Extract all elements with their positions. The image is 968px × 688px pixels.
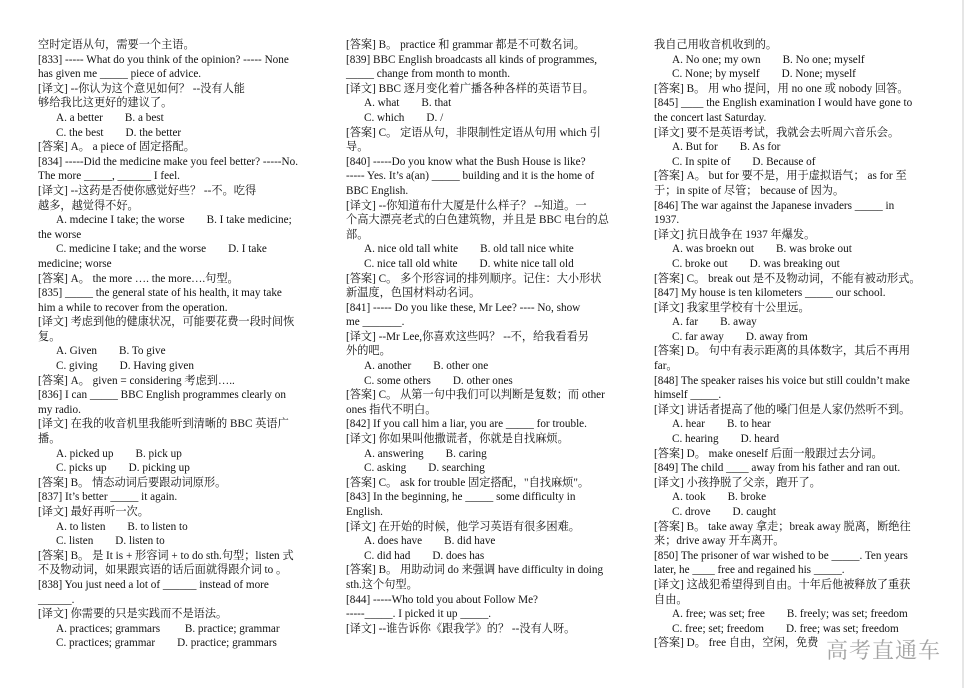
- text-line: [839] BBC English broadcasts all kinds of programmes,: [346, 53, 598, 66]
- text-line: [答案] A。 a piece of 固定搭配。: [38, 141, 195, 154]
- option-b: D. I take: [228, 243, 267, 256]
- text-line: 1937.: [654, 214, 680, 227]
- option-b: D. does has: [432, 549, 485, 562]
- text-line: [译文] --你知道布什大厦是什么样子？ --知道。一: [346, 199, 587, 212]
- text-line: [译文] 在开始的时候，他学习英语有很多困难。: [346, 520, 580, 533]
- option-line: [38, 213, 334, 228]
- option-a: A. mdecine I take; the worse: [56, 214, 185, 227]
- option-a: C. far away: [672, 330, 724, 343]
- text-line: himself _____.: [654, 389, 722, 402]
- option-b: D. heard: [740, 433, 780, 446]
- option-b: B. freely; was set; freedom: [786, 608, 908, 621]
- text-line: 空时定语从句，需要一个主语。: [38, 39, 195, 51]
- text-line: 于；in spite of 尽管； because of 因为。: [654, 184, 845, 197]
- text-line: [838] You just need a lot of ______ instead of more: [38, 578, 269, 591]
- text-line: ______.: [38, 593, 75, 606]
- option-line: [346, 461, 642, 476]
- option-line: [654, 257, 946, 272]
- option-line: [346, 111, 642, 126]
- option-b: B. that: [421, 97, 452, 110]
- option-b: D. practice; grammars: [177, 637, 277, 650]
- text-line: 够给我比这更好的建议了。: [38, 97, 173, 110]
- text-line: ----- Yes. It’s a(an) _____ building and it is the home of: [346, 170, 595, 183]
- column-1: [38, 38, 334, 651]
- text-line: BBC English.: [346, 184, 409, 197]
- option-line: [38, 461, 334, 476]
- option-line: [654, 490, 946, 505]
- option-a: A. to listen: [56, 520, 106, 533]
- text-line: [841] ----- Do you like these, Mr Lee? ---- No, show: [346, 301, 581, 314]
- option-line: [654, 417, 946, 432]
- option-a: C. did had: [364, 549, 411, 562]
- option-line: [346, 359, 642, 374]
- text-line: [答案] C。 break out 是不及物动词，不能有被动形式。: [654, 272, 921, 285]
- text-line: [答案] B。 practice 和 grammar 都是不可数名词。: [346, 39, 585, 51]
- option-line: [346, 534, 642, 549]
- option-line: [38, 359, 334, 374]
- text-line: [答案] A。 but for 要不是，用于虚拟语气； as for 至: [654, 170, 907, 183]
- text-line: [836] I can _____ BBC English programmes clearly on: [38, 389, 286, 402]
- text-line: [答案] B。 用助动词 do 来强调 have difficulty in doing: [346, 564, 604, 577]
- option-b: D. the better: [125, 126, 182, 139]
- text-line: 部。: [346, 228, 369, 241]
- option-b: B. pick up: [135, 447, 182, 460]
- option-a: C. nice tall old white: [364, 257, 458, 270]
- option-b: D. Because of: [752, 155, 816, 168]
- text-line: my radio.: [38, 403, 81, 416]
- option-a: C. practices; grammar: [56, 637, 156, 650]
- option-b: D. white nice tall old: [479, 257, 574, 270]
- option-line: [38, 344, 334, 359]
- option-a: C. medicine I take; and the worse: [56, 243, 207, 256]
- text-line: 个高大漂亮老式的白色建筑物，并且是 BBC 电台的总: [346, 214, 609, 227]
- option-b: D. searching: [428, 462, 485, 475]
- text-line: medicine; worse: [38, 257, 112, 270]
- option-b: B. practice; grammar: [182, 622, 280, 635]
- text-line: later, he ____ free and regained his _____.: [654, 564, 845, 577]
- text-line: him a while to recover from the operation.: [38, 301, 228, 314]
- option-line: [346, 242, 642, 257]
- option-line: [654, 140, 946, 155]
- text-line: 复。: [38, 330, 61, 343]
- option-line: [346, 374, 642, 389]
- option-a: C. asking: [364, 462, 407, 475]
- text-line: [答案] A。 the more …. the more….句型。: [38, 272, 239, 285]
- option-a: C. free; set; freedom: [672, 622, 764, 635]
- option-a: A. another: [364, 360, 412, 373]
- option-line: [654, 505, 946, 520]
- text-line: [译文] --这药是否使你感觉好些？ --不。吃得: [38, 184, 257, 197]
- option-line: [654, 53, 946, 68]
- option-a: A. was broekn out: [672, 243, 755, 256]
- text-line: -----_____. I picked it up _____.: [346, 608, 492, 621]
- option-line: [654, 155, 946, 170]
- text-line: English.: [346, 506, 383, 518]
- option-b: B. to listen to: [127, 520, 188, 533]
- option-b: B. caring: [445, 447, 487, 460]
- option-b: B. I take medicine;: [206, 214, 292, 227]
- option-a: A. answering: [364, 447, 424, 460]
- text-line: 自由。: [654, 593, 688, 606]
- text-line: [847] My house is ten kilometers _____ our school.: [654, 287, 886, 300]
- text-line: [答案] B。 是 It is + 形容词 + to do sth.句型；listen 式: [38, 549, 294, 562]
- option-a: C. some others: [364, 374, 431, 387]
- option-a: C. giving: [56, 360, 98, 373]
- option-a: A. a better: [56, 111, 103, 124]
- watermark-logo: 高考直通车: [826, 639, 942, 664]
- option-a: A. what: [364, 97, 400, 110]
- text-line: [答案] C。 多个形容词的排列顺序。记住：大小形状: [346, 272, 602, 285]
- option-b: D. /: [426, 111, 444, 124]
- text-line: 我自己用收音机收到的。: [654, 39, 778, 51]
- text-line: [848] The speaker raises his voice but still couldn’t make: [654, 374, 910, 387]
- text-line: sth.这个句型。: [346, 578, 418, 591]
- page-edge: [962, 0, 964, 688]
- option-a: A. far: [672, 316, 699, 329]
- option-line: [346, 96, 642, 111]
- text-line: The more _____, ______ I feel.: [38, 170, 180, 183]
- text-line: ones 指代不明白。: [346, 403, 437, 416]
- option-a: A. But for: [672, 141, 718, 154]
- option-line: [654, 330, 946, 345]
- option-b: B. a best: [124, 111, 164, 124]
- text-line: [答案] D。 make oneself 后面一般跟过去分词。: [654, 447, 883, 460]
- option-a: A. Given: [56, 345, 98, 358]
- option-b: D. caught: [732, 506, 777, 518]
- option-line: [346, 447, 642, 462]
- text-line: [译文] BBC 逐月变化着广播各种各样的英语节目。: [346, 82, 594, 95]
- text-line: [840] -----Do you know what the Bush House is like?: [346, 155, 586, 168]
- option-a: C. In spite of: [672, 155, 731, 168]
- text-line: [译文] 你如果叫他撒谎者，你就是自找麻烦。: [346, 433, 569, 446]
- text-line: 越多，越觉得不好。: [38, 199, 139, 212]
- text-line: [译文] 最好再听一次。: [38, 506, 149, 518]
- text-line: 不及物动词，如果跟宾语的话后面就得跟介词 to 。: [38, 564, 288, 577]
- text-line: [译文] 抗日战争在 1937 年爆发。: [654, 228, 816, 241]
- option-line: [654, 432, 946, 447]
- option-a: A. No one; my own: [672, 53, 761, 66]
- option-b: B. away: [720, 316, 757, 329]
- text-line: 导。: [346, 141, 369, 154]
- option-a: A. nice old tall white: [364, 243, 459, 256]
- text-line: [答案] A。 given = considering 考虑到…..: [38, 374, 235, 387]
- option-line: [38, 622, 334, 637]
- text-line: [837] It’s better _____ it again.: [38, 491, 178, 504]
- text-line: [译文] 你需要的只是实践而不是语法。: [38, 608, 228, 621]
- option-line: [346, 549, 642, 564]
- column-2: [346, 38, 642, 636]
- option-line: [38, 242, 334, 257]
- option-a: C. listen: [56, 535, 94, 548]
- option-a: A. picked up: [56, 447, 114, 460]
- text-line: [答案] C。 ask for trouble 固定搭配，"自找麻烦"。: [346, 476, 590, 489]
- text-line: [答案] C。 定语从句，非限制性定语从句用 which 引: [346, 126, 601, 139]
- option-b: B. broke: [727, 491, 767, 504]
- option-line: [654, 315, 946, 330]
- text-line: [答案] D。 句中有表示距离的具体数字，其后不再用: [654, 345, 911, 358]
- option-b: D. away from: [745, 330, 808, 343]
- option-line: [38, 636, 334, 651]
- text-line: has given me _____ piece of advice.: [38, 68, 202, 81]
- option-b: D. Having given: [119, 360, 194, 373]
- text-line: [845] ____ the English examination I would have gone to: [654, 97, 913, 110]
- option-b: B. other one: [433, 360, 489, 373]
- text-line: [译文] 考虑到他的健康状况，可能要花费一段时间恢: [38, 316, 295, 329]
- option-a: A. hear: [672, 418, 705, 431]
- option-a: C. the best: [56, 126, 104, 139]
- option-b: B. old tall nice white: [480, 243, 574, 256]
- option-line: [38, 447, 334, 462]
- option-b: B. was broke out: [776, 243, 852, 256]
- text-line: [834] -----Did the medicine make you feel better? -----No.: [38, 155, 298, 168]
- text-line: _____ change from month to month.: [346, 68, 511, 81]
- text-line: [译文] 小孩挣脱了父亲，跑开了。: [654, 476, 821, 489]
- option-line: [38, 126, 334, 141]
- option-line: [654, 607, 946, 622]
- text-line: [849] The child ____ away from his father and ran out.: [654, 462, 901, 475]
- option-b: D. picking up: [128, 462, 190, 475]
- option-line: [346, 257, 642, 272]
- text-line: [答案] C。 从第一句中我们可以判断是复数；而 other: [346, 389, 605, 402]
- option-b: B. No one; myself: [782, 53, 865, 66]
- option-b: D. was breaking out: [749, 257, 840, 270]
- text-line: [844] -----Who told you about Follow Me?: [346, 593, 539, 606]
- text-line: [答案] B。 take away 拿走；break away 脱离，断绝往: [654, 520, 911, 533]
- text-line: [答案] B。 情态动词后要跟动词原形。: [38, 476, 227, 489]
- text-line: [850] The prisoner of war wished to be _____. Ten years: [654, 549, 908, 562]
- option-b: B. To give: [119, 345, 166, 358]
- text-line: [842] If you call him a liar, you are _____ for trouble.: [346, 418, 587, 431]
- option-line: [654, 242, 946, 257]
- text-line: 播。: [38, 433, 61, 446]
- option-b: B. to hear: [726, 418, 771, 431]
- text-line: 外的吧。: [346, 345, 391, 358]
- option-line: [38, 111, 334, 126]
- option-a: C. drove: [672, 506, 711, 518]
- text-line: [835] _____ the general state of his health, it may take: [38, 287, 282, 300]
- text-line: [译文] --Mr Lee,你喜欢这些吗？ --不，给我看看另: [346, 330, 589, 343]
- text-line: [译文] --谁告诉你《跟我学》的？ --没有人呀。: [346, 622, 576, 635]
- option-a: A. took: [672, 491, 706, 504]
- option-line: [38, 534, 334, 549]
- option-line: [38, 520, 334, 535]
- option-b: B. As for: [739, 141, 781, 154]
- text-line: [译文] 讲话者提高了他的嗓门但是人家仍然听不到。: [654, 403, 911, 416]
- text-line: [843] In the beginning, he _____ some difficulty in: [346, 491, 576, 504]
- option-a: C. picks up: [56, 462, 107, 475]
- text-line: [译文] 要不是英语考试，我就会去听周六音乐会。: [654, 126, 900, 139]
- option-b: D. listen to: [115, 535, 165, 548]
- text-line: the concert last Saturday.: [654, 111, 767, 124]
- text-line: [译文] 在我的收音机里我能听到清晰的 BBC 英语广: [38, 418, 289, 431]
- text-line: [833] ----- What do you think of the opinion? ----- None: [38, 53, 289, 66]
- text-line: [答案] D。 free 自由，空闲，免费: [654, 637, 819, 650]
- option-a: C. broke out: [672, 257, 728, 270]
- text-line: 新温度，色国材料动名词。: [346, 287, 481, 300]
- text-line: [答案] B。 用 who 提问，用 no one 或 nobody 回答。: [654, 82, 909, 95]
- text-line: 来；drive away 开车离开。: [654, 535, 785, 548]
- option-a: A. does have: [364, 535, 423, 548]
- text-line: far。: [654, 360, 678, 373]
- option-a: C. None; by myself: [672, 68, 760, 81]
- option-line: [654, 67, 946, 82]
- text-line: [译文] 我家里学校有十公里远。: [654, 301, 810, 314]
- option-b: D. None; myself: [781, 68, 856, 81]
- option-a: A. practices; grammars: [56, 622, 161, 635]
- option-b: D. other ones: [452, 374, 513, 387]
- text-line: [译文] 这战犯希望得到自由。十年后他被释放了重获: [654, 578, 911, 591]
- option-a: A. free; was set; free: [672, 608, 765, 621]
- text-line: [846] The war against the Japanese invaders _____ in: [654, 199, 895, 212]
- option-b: B. did have: [444, 535, 496, 548]
- text-line: [译文] --你认为这个意见如何？ --没有人能: [38, 82, 245, 95]
- column-3: [654, 38, 946, 651]
- option-a: C. hearing: [672, 433, 719, 446]
- option-b: D. free; was set; freedom: [785, 622, 899, 635]
- text-line: the worse: [38, 228, 82, 241]
- text-line: me _______.: [346, 316, 405, 329]
- option-a: C. which: [364, 111, 405, 124]
